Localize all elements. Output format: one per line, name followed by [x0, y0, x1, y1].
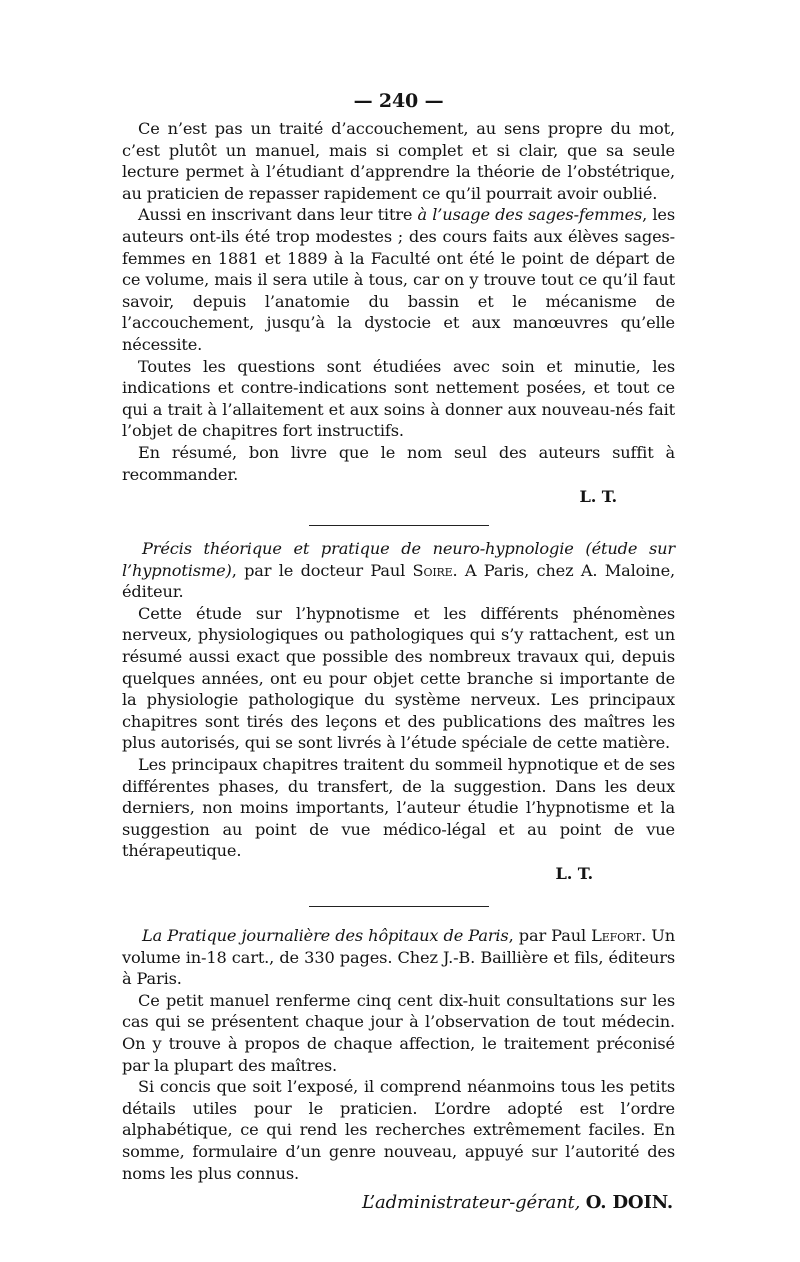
title-emphasis: à l’usage des sages-femmes — [417, 205, 643, 225]
book-title: Précis théorique et pratique de neuro-hypnologie (étude sur l’hypnotisme) — [122, 539, 675, 580]
book-title: La Pratique journalière des hôpitaux de Paris — [142, 926, 509, 945]
journal-page — [122, 88, 675, 1216]
book-citation — [122, 538, 675, 603]
review-paragraph: En résumé, bon livre que le nom seul des auteurs suffit à recommander. — [122, 442, 675, 484]
author-name: Soire — [412, 560, 453, 580]
review-paragraph: Ce n’est pas un traité d’accouchement, au sens propre du mot, c’est plutôt un manuel, mais si complet et si clair, que sa seule lecture permet à l’étudiant d’apprendre la théorie de l’obstétrique, au praticien de repasser rapidement ce qu’il pourrait avoir oublié. — [122, 119, 675, 203]
review-hypnology — [122, 538, 675, 886]
review-paragraph — [122, 204, 675, 355]
review-paragraph: Si concis que soit l’exposé, il comprend néanmoins tous les petits détails utiles pour le praticien. L’ordre adopté est l’ordre alphabétique, ce qui rend les recherches extrêmement faciles. En somme, formulaire d’un genre nouveau, appuyé sur l’autorité des noms les plus connus. — [122, 1077, 675, 1183]
signature-name: O. DOIN. — [585, 1192, 673, 1214]
review-signature: L. T. — [555, 864, 593, 883]
review-hospital-practice — [122, 925, 675, 1184]
author-name: Lefort — [591, 926, 642, 945]
signature-role: L’administrateur-gérant, — [361, 1192, 581, 1214]
publisher-text: . Un volume in-18 cart., de 330 pages. Chez J.-B. Baillière et fils, éditeurs à Paris. — [122, 926, 676, 989]
review-obstetrics — [122, 118, 675, 509]
publisher-signature — [122, 1190, 675, 1216]
book-citation — [122, 925, 675, 990]
citation-text: , par le docteur Paul — [231, 560, 413, 580]
section-divider — [309, 525, 489, 526]
page-number: — 240 — — [353, 90, 444, 112]
review-paragraph: Ce petit manuel renferme cinq cent dix-huit consultations sur les cas qui se présentent chaque jour à l’observation de tout médecin. On y trouve à propos de chaque affection, le traitement préconisé par la plupart des maîtres. — [122, 990, 675, 1075]
publisher-text: . A Paris, chez A. Maloine, éditeur. — [122, 560, 676, 602]
review-paragraph: Cette étude sur l’hypnotisme et les différents phénomènes nerveux, physiologiques ou pathologiques qui s’y rattachent, est un résumé aussi exact que possible des nombreux travaux qui, depuis quelques années, ont eu pour objet cette branche si importante de la physiologie pathologique du système nerveux. Les principaux chapitres sont tirés des leçons et des publications des maîtres les plus autorisés, qui se sont livrés à l’étude spéciale de cette matière. — [122, 603, 675, 753]
section-divider — [309, 906, 489, 907]
paragraph-text: , les auteurs ont-ils été trop modestes ; des cours faits aux élèves sages-femmes en 1881 et 1889 à la Faculté ont été le point de départ de ce volume, mais il sera utile à tous, car on y trouve tout ce qu’il faut savoir, depuis l’anatomie du bassin et le mécanisme de l’accouchement, jusqu’à la dystocie et aux manœuvres qu’elle nécessite. — [122, 205, 675, 354]
review-signature: L. T. — [579, 487, 617, 507]
citation-text: , par Paul — [508, 926, 592, 945]
paragraph-text: Aussi en inscrivant dans leur titre — [138, 205, 418, 225]
review-paragraph: Les principaux chapitres traitent du sommeil hypnotique et de ses différentes phases, du transfert, de la suggestion. Dans les deux derniers, non moins importants, l’auteur étudie l’hypnotisme et la suggestion au point de vue médico-légal et au point de vue thérapeutique. — [122, 755, 675, 861]
review-paragraph: Toutes les questions sont étudiées avec soin et minutie, les indications et contre-indications sont nettement posées, et tout ce qui a trait à l’allaitement et aux soins à donner aux nouveau-nés fait l’objet de chapitres fort instructifs. — [122, 356, 675, 441]
